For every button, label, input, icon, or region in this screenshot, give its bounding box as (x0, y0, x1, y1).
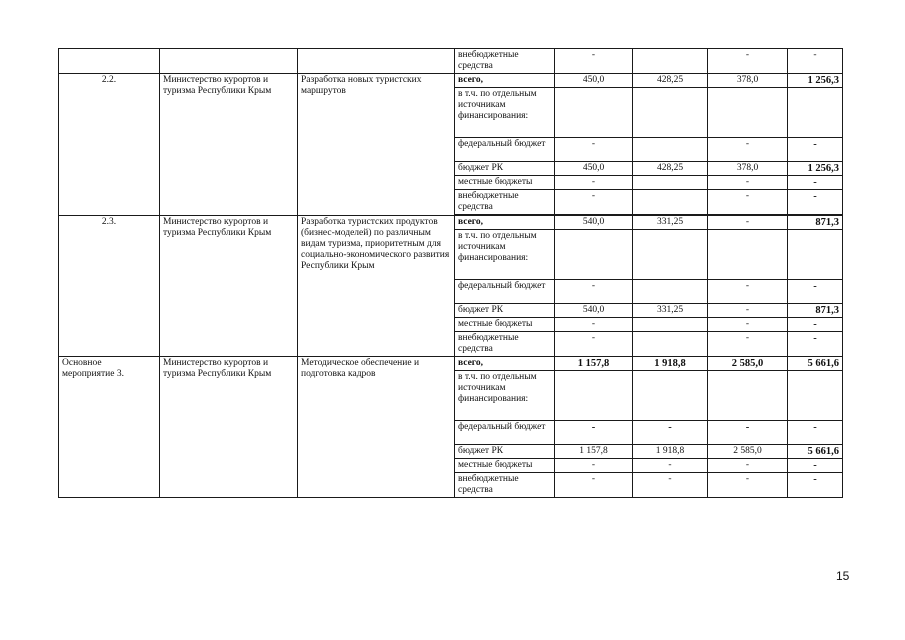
source-extra-budget: внебюджетные средства (455, 49, 555, 74)
value-cell: - (708, 216, 788, 230)
value-cell: 2 585,0 (708, 445, 788, 459)
value-cell: - (555, 138, 633, 162)
value-cell (633, 318, 708, 332)
value-cell: - (708, 473, 788, 498)
source-extra-budget: внебюджетные средства (455, 190, 555, 215)
source-extra-budget: внебюджетные средства (455, 473, 555, 498)
source-rk: бюджет РК (455, 445, 555, 459)
value-cell: - (633, 421, 708, 445)
value-cell: - (555, 318, 633, 332)
value-cell: - (633, 459, 708, 473)
row-number: 2.2. (59, 74, 160, 216)
value-cell: 540,0 (555, 216, 633, 230)
source-local: местные бюджеты (455, 459, 555, 473)
value-cell: - (708, 176, 788, 190)
table-row (59, 49, 843, 74)
value-cell: - (708, 318, 788, 332)
table-row (59, 74, 843, 88)
num-cell (59, 49, 160, 74)
value-cell: 450,0 (555, 162, 633, 176)
value-cell (633, 190, 708, 215)
value-cell: - (788, 421, 843, 445)
source-rk: бюджет РК (455, 304, 555, 318)
value-cell: - (788, 459, 843, 473)
value-cell: - (555, 176, 633, 190)
value-cell: - (708, 459, 788, 473)
value-cell: - (708, 49, 788, 74)
value-cell (633, 280, 708, 304)
value-cell: - (555, 421, 633, 445)
name-cell (298, 49, 455, 74)
value-cell: 1 918,8 (633, 357, 708, 371)
value-cell: - (788, 332, 843, 357)
value-cell: 1 918,8 (633, 445, 708, 459)
value-cell: 331,25 (633, 304, 708, 318)
value-cell: - (788, 190, 843, 215)
value-cell: - (788, 318, 843, 332)
source-total: всего, (455, 216, 555, 230)
total-cell: 871,3 (788, 304, 843, 318)
value-cell: - (555, 280, 633, 304)
row-number: Основное мероприятие 3. (59, 357, 160, 498)
source-by-sources: в т.ч. по отдельным источникам финансирования: (455, 88, 555, 138)
value-cell (633, 138, 708, 162)
value-cell: - (788, 49, 843, 74)
value-cell: - (788, 176, 843, 190)
table-row (59, 216, 843, 230)
source-by-sources: в т.ч. по отдельным источникам финансирования: (455, 371, 555, 421)
budget-table (58, 48, 843, 498)
value-cell: 1 157,8 (555, 357, 633, 371)
table-row (59, 357, 843, 371)
value-cell (633, 49, 708, 74)
source-federal: федеральный бюджет (455, 421, 555, 445)
value-cell: - (788, 138, 843, 162)
value-cell: - (708, 332, 788, 357)
value-cell: - (708, 190, 788, 215)
value-cell: - (788, 473, 843, 498)
total-cell: 1 256,3 (788, 162, 843, 176)
source-local: местные бюджеты (455, 176, 555, 190)
executor-cell: Министерство курортов и туризма Республики Крым (160, 216, 298, 357)
executor-cell: Министерство курортов и туризма Республики Крым (160, 357, 298, 498)
total-cell: 871,3 (788, 216, 843, 230)
total-cell: 1 256,3 (788, 74, 843, 88)
value-cell (633, 332, 708, 357)
value-cell: 378,0 (708, 162, 788, 176)
source-total: всего, (455, 74, 555, 88)
source-total: всего, (455, 357, 555, 371)
executor-cell: Министерство курортов и туризма Республики Крым (160, 74, 298, 216)
executor-cell (160, 49, 298, 74)
value-cell: 2 585,0 (708, 357, 788, 371)
source-federal: федеральный бюджет (455, 138, 555, 162)
value-cell: - (708, 421, 788, 445)
source-local: местные бюджеты (455, 318, 555, 332)
value-cell: - (633, 473, 708, 498)
source-federal: федеральный бюджет (455, 280, 555, 304)
value-cell: - (708, 304, 788, 318)
value-cell: - (555, 459, 633, 473)
value-cell: 450,0 (555, 74, 633, 88)
total-cell: 5 661,6 (788, 445, 843, 459)
value-cell: - (788, 280, 843, 304)
value-cell: - (555, 190, 633, 215)
value-cell: - (555, 332, 633, 357)
value-cell: 1 157,8 (555, 445, 633, 459)
value-cell: 428,25 (633, 162, 708, 176)
source-rk: бюджет РК (455, 162, 555, 176)
measure-name: Разработка туристских продуктов (бизнес-моделей) по различным видам туризма, приоритетным для социально-экономического развития Республики Крым (298, 216, 455, 357)
value-cell: - (555, 473, 633, 498)
value-cell (633, 176, 708, 190)
source-extra-budget: внебюджетные средства (455, 332, 555, 357)
value-cell: 428,25 (633, 74, 708, 88)
value-cell: 378,0 (708, 74, 788, 88)
value-cell: 540,0 (555, 304, 633, 318)
source-by-sources: в т.ч. по отдельным источникам финансирования: (455, 230, 555, 280)
value-cell: - (708, 138, 788, 162)
measure-name: Разработка новых туристских маршрутов (298, 74, 455, 216)
value-cell: - (708, 280, 788, 304)
total-cell: 5 661,6 (788, 357, 843, 371)
row-number: 2.3. (59, 216, 160, 357)
value-cell: - (555, 49, 633, 74)
measure-name: Методическое обеспечение и подготовка кадров (298, 357, 455, 498)
page-number: 15 (836, 569, 850, 583)
value-cell: 331,25 (633, 216, 708, 230)
